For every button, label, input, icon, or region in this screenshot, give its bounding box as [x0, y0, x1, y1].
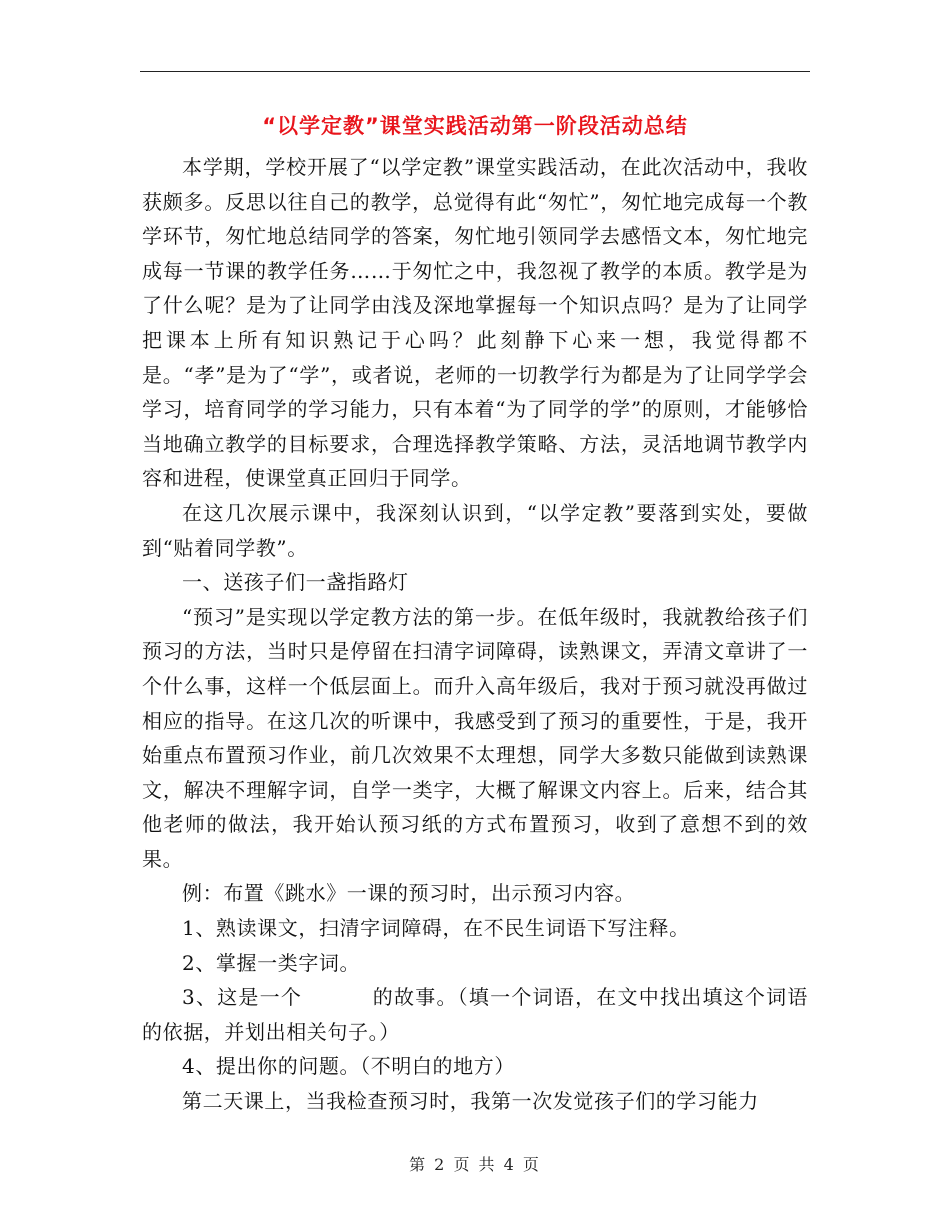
paragraph: 本学期，学校开展了“以学定教”课堂实践活动，在此次活动中，我收获颇多。反思以往自己的教学，总觉得有此“匆忙”，匆忙地完成每一个教学环节，匆忙地总结同学的答案，匆忙地引领同学去感悟文本，匆忙地完成每一节课的教学任务……于匆忙之中，我忽视了教学的本质。教学是为了什么呢？是为了让同学由浅及深地掌握每一个知识点吗？是为了让同学把课本上所有知识熟记于心吗？此刻静下心来一想，我觉得都不是。“孝”是为了“学”，或者说，老师的一切教学行为都是为了让同学学会学习，培育同学的学习能力，只有本着“为了同学的学”的原则，才能够恰当地确立教学的目标要求，合理选择教学策略、方法，灵活地调节教学内容和进程，使课堂真正回归于同学。 — [142, 155, 808, 491]
item3-after: 的故事。（填一个词语，在文中找出填这个词语的依据，并划出相关句子。） — [142, 985, 808, 1044]
footer-total-pages: 4 — [503, 1155, 516, 1174]
paragraph: 例：布置《跳水》一课的预习时，出示预习内容。 — [182, 881, 636, 906]
header-rule — [140, 71, 810, 72]
list-item: 4、提出你的问题。（不明白的地方） — [182, 1054, 515, 1079]
page-footer — [0, 1152, 950, 1175]
footer-suffix: 页 — [522, 1155, 541, 1174]
footer-middle: 页 共 — [453, 1155, 497, 1174]
section-heading: 一、送孩子们一盏指路灯 — [182, 570, 409, 595]
list-item — [142, 980, 808, 1049]
footer-page-number: 2 — [434, 1155, 447, 1174]
paragraph: 第二天课上，当我检查预习时，我第一次发觉孩子们的学习能力 — [182, 1089, 759, 1114]
footer-prefix: 第 — [409, 1155, 428, 1174]
document-body — [142, 150, 808, 1119]
item3-before: 3、这是一个 — [182, 985, 303, 1010]
paragraph: 在这几次展示课中，我深刻认识到，“以学定教”要落到实处，要做到“贴着同学教”。 — [142, 500, 808, 560]
list-item: 1、熟读课文，扫清字词障碍，在不民生词语下写注释。 — [182, 916, 690, 941]
list-item: 2、掌握一类字词。 — [182, 950, 361, 975]
paragraph: “预习”是实现以学定教方法的第一步。在低年级时，我就教给孩子们预习的方法，当时只是停留在扫清字词障碍，读熟课文，弄清文章讲了一个什么事，这样一个低层面上。而升入高年级后，我对于预习就没再做过相应的指导。在这几次的听课中，我感受到了预习的重要性，于是，我开始重点布置预习作业，前几次效果不太理想，同学大多数只能做到读熟课文，解决不理解字词，自学一类字，大概了解课文内容上。后来，结合其他老师的做法，我开始认预习纸的方式布置预习，收到了意想不到的效果。 — [142, 604, 808, 871]
document-title: “以学定教”课堂实践活动第一阶段活动总结 — [262, 114, 688, 138]
